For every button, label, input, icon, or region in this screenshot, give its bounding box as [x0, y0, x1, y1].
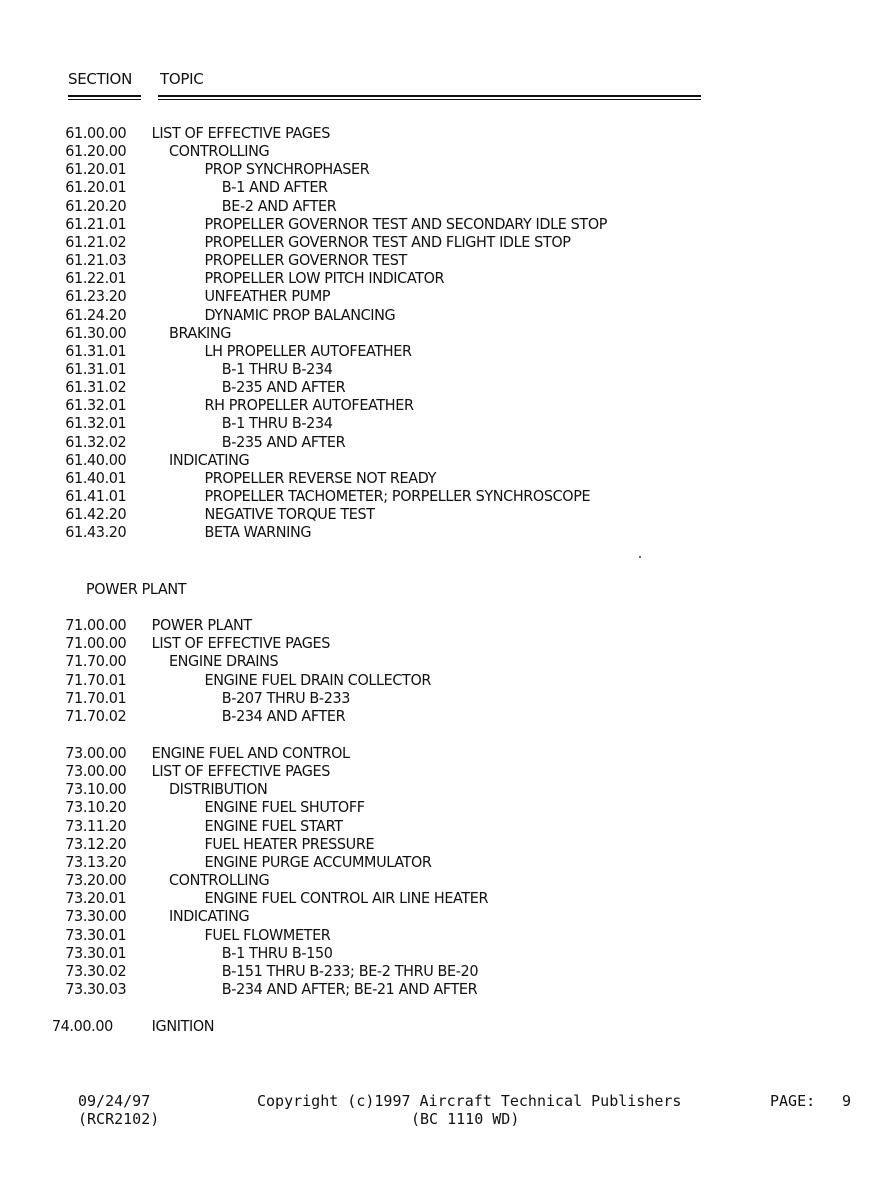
section-code: 61.43.20 [65, 523, 127, 542]
toc-entry [0, 671, 849, 689]
toc-entry [0, 817, 849, 835]
topic-title: RH PROPELLER AUTOFEATHER [204, 396, 414, 415]
topic-title: B-207 THRU B-233 [221, 688, 351, 707]
section-header-rule-lower [68, 99, 141, 100]
section-code: 71.00.00 [65, 616, 127, 634]
topic-title: PROP SYNCHROPHASER [204, 160, 370, 179]
section-code: 61.20.01 [65, 160, 127, 179]
section-code: 73.20.01 [65, 889, 127, 908]
toc-entry [0, 197, 849, 215]
section-code: 61.31.01 [65, 359, 127, 378]
toc-entry [0, 889, 849, 907]
toc-entry [0, 634, 849, 652]
footer-date: 09/24/97 [78, 1092, 151, 1110]
toc-entry [0, 762, 849, 780]
toc-entry [0, 487, 849, 505]
section-code: 61.20.00 [65, 142, 127, 161]
section-code: 73.30.02 [65, 961, 127, 980]
topic-title: LIST OF EFFECTIVE PAGES [151, 762, 330, 781]
section-code: 71.00.00 [65, 634, 127, 653]
section-code: 61.20.01 [65, 178, 127, 197]
topic-title: ENGINE PURGE ACCUMMULATOR [204, 852, 432, 871]
topic-title: ENGINE FUEL SHUTOFF [204, 798, 365, 817]
footer-copyright: Copyright (c)1997 Aircraft Technical Publishers [257, 1092, 682, 1110]
footer-page-number: 9 [842, 1092, 852, 1110]
section-code: 73.00.00 [65, 762, 127, 781]
topic-title: ENGINE FUEL START [204, 816, 343, 835]
section-code: 73.00.00 [65, 744, 127, 762]
section-code: 61.42.20 [65, 505, 127, 524]
section-header-rule [68, 95, 141, 97]
section-code: 73.30.01 [65, 925, 127, 944]
section-code: 61.20.20 [65, 196, 127, 215]
topic-title: PROPELLER REVERSE NOT READY [204, 468, 437, 487]
toc-entry [0, 1017, 849, 1035]
toc-entry [0, 469, 849, 487]
topic-title: PROPELLER GOVERNOR TEST AND SECONDARY IDLE STOP [204, 214, 608, 233]
section-code: 61.32.02 [65, 432, 127, 451]
stray-mark [639, 556, 641, 558]
topic-title: LH PROPELLER AUTOFEATHER [204, 341, 412, 360]
toc-entry [0, 324, 849, 342]
section-code: 61.24.20 [65, 305, 127, 324]
toc-entry [0, 287, 849, 305]
section-code: 61.40.01 [65, 468, 127, 487]
toc-entry [0, 835, 849, 853]
topic-title: BETA WARNING [204, 523, 312, 542]
toc-entry [0, 689, 849, 707]
section-code: 61.23.20 [65, 287, 127, 306]
toc-entry [0, 523, 849, 541]
topic-title: PROPELLER TACHOMETER; PORPELLER SYNCHROSCOPE [204, 487, 591, 505]
topic-title: CONTROLLING [168, 871, 270, 890]
topic-title: INDICATING [168, 450, 250, 469]
toc-entry [0, 160, 849, 178]
toc-entry [0, 124, 849, 142]
section-code: 74.00.00 [51, 1017, 113, 1035]
toc-entry [0, 306, 849, 324]
toc-entry [0, 907, 849, 925]
toc-entry [0, 744, 849, 762]
section-code: 73.30.01 [65, 943, 127, 962]
section-code: 61.21.03 [65, 251, 127, 270]
topic-title: LIST OF EFFECTIVE PAGES [151, 124, 330, 142]
section-code: 71.70.01 [65, 688, 127, 707]
topic-title: PROPELLER LOW PITCH INDICATOR [204, 269, 445, 288]
topic-title: POWER PLANT [151, 616, 252, 634]
footer-model: (BC 1110 WD) [411, 1110, 520, 1128]
toc-entry [0, 251, 849, 269]
section-code: 73.30.00 [65, 907, 127, 926]
topic-title: B-235 AND AFTER [221, 378, 346, 397]
topic-title: ENGINE FUEL CONTROL AIR LINE HEATER [204, 889, 489, 908]
section-code: 61.41.01 [65, 487, 127, 505]
topic-header-rule-lower [158, 99, 701, 100]
section-code: 61.31.01 [65, 341, 127, 360]
toc-entry [0, 505, 849, 523]
section-code: 61.31.02 [65, 378, 127, 397]
topic-title: ENGINE DRAINS [168, 652, 279, 671]
toc-entry [0, 871, 849, 889]
toc-entry [0, 652, 849, 670]
section-code: 73.30.03 [65, 979, 127, 998]
section-code: 73.10.00 [65, 780, 127, 799]
section-code: 61.32.01 [65, 396, 127, 415]
topic-title: DYNAMIC PROP BALANCING [204, 305, 396, 324]
footer-page-label: PAGE: [770, 1092, 816, 1110]
toc-entry [0, 178, 849, 196]
topic-title: B-1 THRU B-234 [221, 359, 333, 378]
toc-entry [0, 414, 849, 432]
topic-header-rule [158, 95, 701, 97]
topic-title: INDICATING [168, 907, 250, 926]
section-column-header: SECTION [68, 70, 132, 88]
topic-title: B-235 AND AFTER [221, 432, 346, 451]
power-plant-heading: POWER PLANT [86, 580, 187, 598]
section-code: 61.21.02 [65, 232, 127, 251]
topic-title: CONTROLLING [168, 142, 270, 161]
section-code: 71.70.00 [65, 652, 127, 671]
topic-title: BRAKING [168, 323, 232, 342]
topic-title: FUEL FLOWMETER [204, 925, 331, 944]
toc-entry [0, 142, 849, 160]
toc-entry [0, 616, 849, 634]
toc-entry [0, 396, 849, 414]
section-code: 71.70.01 [65, 670, 127, 689]
topic-title: FUEL HEATER PRESSURE [204, 834, 375, 853]
toc-entry [0, 962, 849, 980]
toc-entry [0, 269, 849, 287]
toc-entry [0, 433, 849, 451]
section-code: 73.12.20 [65, 834, 127, 853]
toc-entry [0, 980, 849, 998]
topic-title: DISTRIBUTION [168, 780, 268, 799]
toc-entry [0, 215, 849, 233]
topic-title: BE-2 AND AFTER [221, 196, 337, 215]
section-code: 73.13.20 [65, 852, 127, 871]
section-code: 61.21.01 [65, 214, 127, 233]
topic-title: B-1 THRU B-150 [221, 943, 333, 962]
topic-title: PROPELLER GOVERNOR TEST [204, 251, 407, 270]
topic-title: NEGATIVE TORQUE TEST [204, 505, 375, 524]
toc-entry [0, 342, 849, 360]
topic-title: PROPELLER GOVERNOR TEST AND FLIGHT IDLE STOP [204, 232, 571, 251]
topic-title: B-234 AND AFTER [221, 707, 346, 725]
section-code: 61.00.00 [65, 124, 127, 142]
toc-entry [0, 707, 849, 725]
section-code: 71.70.02 [65, 707, 127, 725]
topic-title: B-234 AND AFTER; BE-21 AND AFTER [221, 979, 478, 998]
section-code: 73.10.20 [65, 798, 127, 817]
toc-entry [0, 798, 849, 816]
toc-entry [0, 360, 849, 378]
section-code: 73.20.00 [65, 871, 127, 890]
topic-title: ENGINE FUEL AND CONTROL [151, 744, 350, 762]
toc-entry [0, 451, 849, 469]
section-code: 73.11.20 [65, 816, 127, 835]
topic-title: B-1 AND AFTER [221, 178, 328, 197]
topic-title: ENGINE FUEL DRAIN COLLECTOR [204, 670, 432, 689]
section-code: 61.40.00 [65, 450, 127, 469]
toc-entry [0, 853, 849, 871]
topic-title: LIST OF EFFECTIVE PAGES [151, 634, 330, 653]
topic-column-header: TOPIC [160, 70, 204, 88]
section-code: 61.22.01 [65, 269, 127, 288]
topic-title: IGNITION [151, 1017, 215, 1035]
toc-entry [0, 926, 849, 944]
toc-entry [0, 378, 849, 396]
toc-entry [0, 233, 849, 251]
topic-title: B-1 THRU B-234 [221, 414, 333, 433]
section-code: 61.30.00 [65, 323, 127, 342]
footer-doc-code: (RCR2102) [78, 1110, 160, 1128]
topic-title: UNFEATHER PUMP [204, 287, 331, 306]
topic-title: B-151 THRU B-233; BE-2 THRU BE-20 [221, 961, 479, 980]
toc-entry [0, 780, 849, 798]
toc-entry [0, 944, 849, 962]
section-code: 61.32.01 [65, 414, 127, 433]
